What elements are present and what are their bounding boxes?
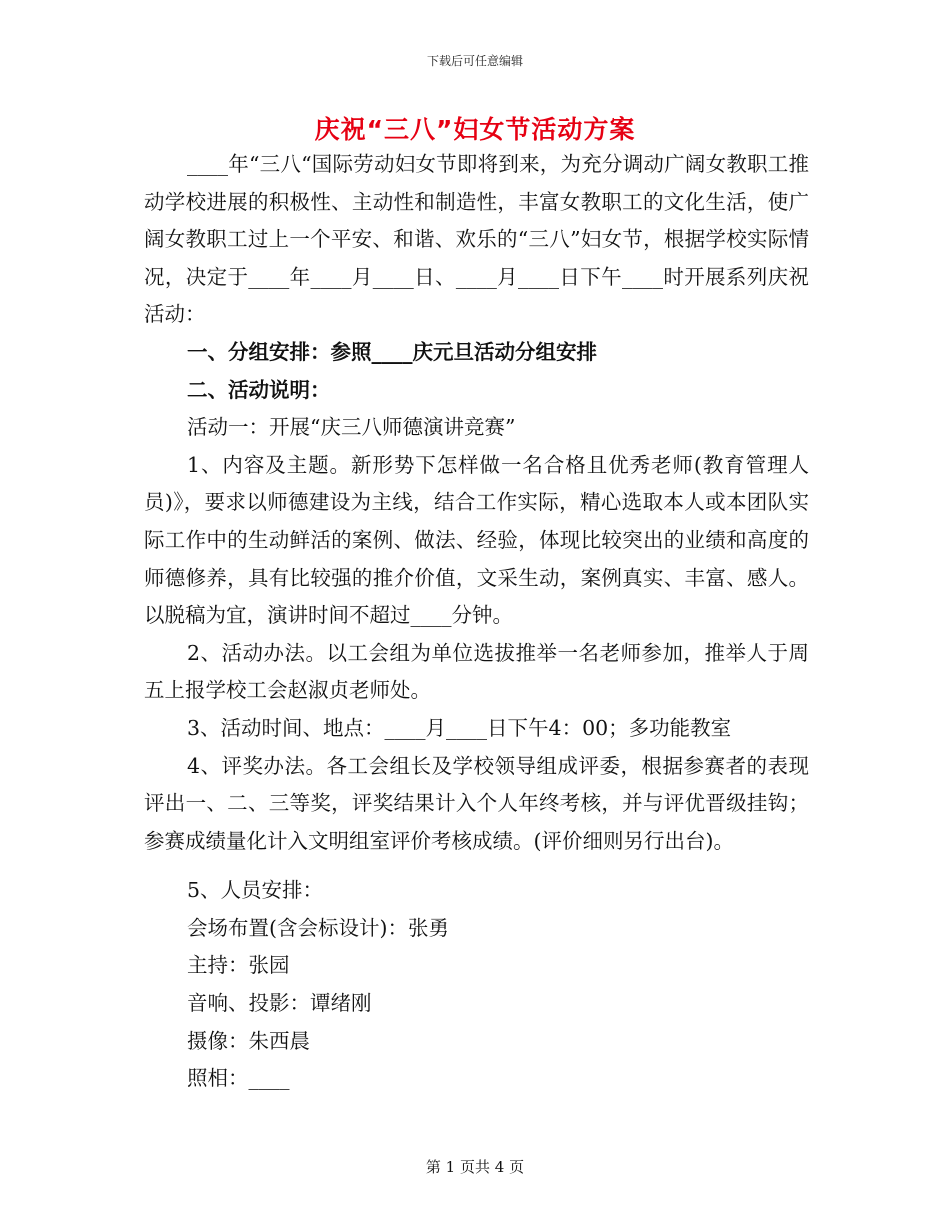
intro-paragraph: ____年“三八“国际劳动妇女节即将到来，为充分调动广阔女教职工推动学校进展的积极性、主动性和制造性，丰富女教职工的文化生活，使广阔女教职工过上一个平安、和谐、欢乐的“三八”妇女节，根据学校实际情况，决定于____年____月____日、____月____日下午____时开展系列庆祝活动： <box>144 152 809 327</box>
staff-video: 摄像：朱西晨 <box>187 1028 310 1053</box>
section-heading-description: 二、活动说明： <box>187 377 331 402</box>
header-note: 下载后可任意编辑 <box>426 54 523 68</box>
document-title: 庆祝“三八”妇女节活动方案 <box>314 115 636 144</box>
item-staff-heading: 5、人员安排： <box>187 878 324 903</box>
item-award-method: 4、评奖办法。各工会组长及学校领导组成评委，根据参赛者的表现评出一、二、三等奖，评奖结果计入个人年终考核，并与评优晋级挂钩；参赛成绩量化计入文明组室评价考核成绩。(评价细则另行出台)。 <box>144 753 809 853</box>
page-footer: 第 1 页共 4 页 <box>425 1158 525 1176</box>
staff-host: 主持：张园 <box>187 953 290 978</box>
staff-photo: 照相：____ <box>187 1066 290 1091</box>
staff-venue: 会场布置(含会标设计)：张勇 <box>187 915 449 940</box>
staff-audio: 音响、投影：谭绪刚 <box>187 991 372 1016</box>
item-method: 2、活动办法。以工会组为单位选拔推举一名老师参加，推举人于周五上报学校工会赵淑贞老师处。 <box>144 640 809 703</box>
item-content-theme: 1、内容及主题。新形势下怎样做一名合格且优秀老师(教育管理人员)》，要求以师德建设为主线，结合工作实际，精心选取本人或本团队实际工作中的生动鲜活的案例、做法、经验，体现比较突出的业绩和高度的师德修养，具有比较强的推介价值，文采生动，案例真实、丰富、感人。以脱稿为宜，演讲时间不超过____分钟。 <box>144 452 809 628</box>
item-time-place: 3、活动时间、地点：____月____日下午4：00；多功能教室 <box>187 715 732 740</box>
activity-heading: 活动一：开展“庆三八师德演讲竞赛” <box>187 415 516 440</box>
document-body <box>144 146 809 1098</box>
section-heading-grouping: 一、分组安排：参照____庆元旦活动分组安排 <box>187 339 597 364</box>
